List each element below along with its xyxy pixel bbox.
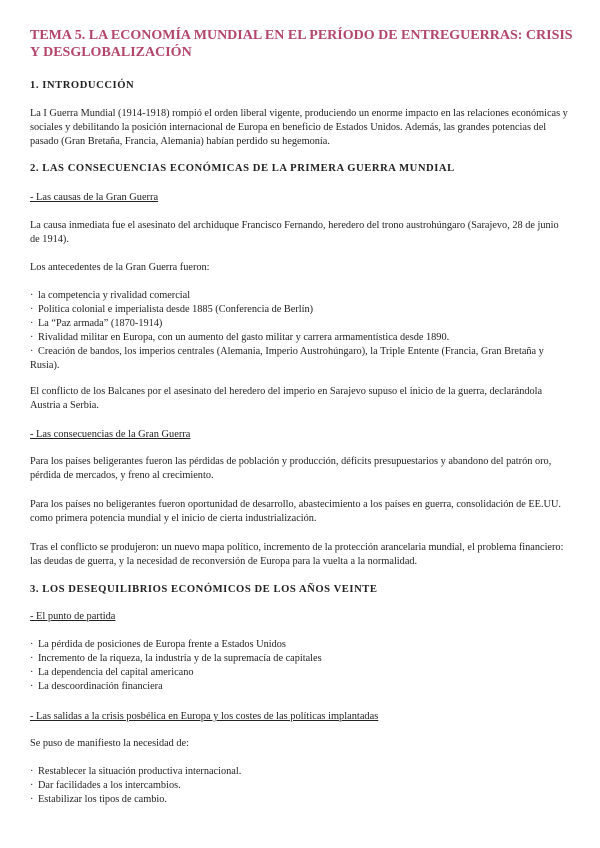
antecedentes-list <box>30 289 570 373</box>
tras-conflicto-paragraph: Tras el conflicto se produjeron: un nuevo mapa político, incremento de la protección arancelaria mundial, el problema financiero: las deudas de guerra, y la necesidad de reconversión de Europa para la vuelta a la normalidad. <box>30 542 564 567</box>
document-title: TEMA 5. LA ECONOMÍA MUNDIAL EN EL PERÍODO DE ENTREGUERRAS: CRISIS Y DESGLOBALIZACIÓN <box>30 28 573 60</box>
list-item: · La dependencia del capital americano <box>30 667 194 678</box>
list-item: · Política colonial e imperialista desde 1885 (Conferencia de Berlín) <box>30 304 314 315</box>
list-item: · La descoordinación financiera <box>30 681 163 692</box>
section-heading-introduccion: 1. INTRODUCCIÓN <box>30 80 135 91</box>
list-item: · Dar facilidades a los intercambios. <box>30 780 181 791</box>
section-heading-desequilibrios: 3. LOS DESEQUILIBRIOS ECONÓMICOS DE LOS AÑOS VEINTE <box>30 584 378 595</box>
antecedentes-intro: Los antecedentes de la Gran Guerra fueron: <box>30 262 210 273</box>
list-item: · Rivalidad militar en Europa, con un aumento del gasto militar y carrera armamentística desde 1890. <box>30 332 450 343</box>
list-item: · Restablecer la situación productiva internacional. <box>30 766 242 777</box>
list-item: · Incremento de la riqueza, la industria y de la supremacía de capitales <box>30 653 322 664</box>
list-item: · la competencia y rivalidad comercial <box>30 290 191 301</box>
subheading-salidas-crisis: - Las salidas a la crisis posbélica en Europa y los costes de las políticas implantadas <box>30 711 379 722</box>
subheading-consecuencias: - Las consecuencias de la Gran Guerra <box>30 429 191 440</box>
no-beligerantes-paragraph: Para los países no beligerantes fueron oportunidad de desarrollo, abastecimiento a los países en guerra, consolidación de EE.UU. como primera potencia mundial y el inicio de cierta industrialización. <box>30 499 561 524</box>
section-heading-consecuencias: 2. LAS CONSECUENCIAS ECONÓMICAS DE LA PRIMERA GUERRA MUNDIAL <box>30 163 455 174</box>
causas-paragraph: La causa inmediata fue el asesinato del archiduque Francisco Fernando, heredero del trono austrohúngaro (Sarajevo, 28 de junio de 1914). <box>30 220 559 245</box>
subheading-punto-de-partida: - El punto de partida <box>30 611 116 622</box>
intro-paragraph: La I Guerra Mundial (1914-1918) rompió el orden liberal vigente, produciendo un enorme impacto en las relaciones económicas y sociales y debilitando la posición internacional de Europa en beneficio de Estados Unidos. Además, las grandes potencias del pasado (Gran Bretaña, Francia, Alemania) habían perdido su hegemonía. <box>30 108 568 147</box>
list-item: · Creación de bandos, los imperios centrales (Alemania, Imperio Austrohúngaro), la Triple Entente (Francia, Gran Bretaña y Rusia). <box>30 346 544 371</box>
list-item: · La “Paz armada” (1870-1914) <box>30 318 163 329</box>
necesidad-intro: Se puso de manifiesto la necesidad de: <box>30 738 189 749</box>
balcanes-paragraph: El conflicto de los Balcanes por el asesinato del heredero del imperio en Sarajevo supuso el inicio de la guerra, declarándola Austria a Serbia. <box>30 386 543 411</box>
necesidad-list <box>30 765 570 807</box>
list-item: · La pérdida de posiciones de Europa frente a Estados Unidos <box>30 639 286 650</box>
punto-de-partida-list <box>30 638 570 694</box>
beligerantes-paragraph: Para los países beligerantes fueron las pérdidas de población y producción, déficits presupuestarios y abandono del patrón oro, pérdida de mercados, y freno al crecimiento. <box>30 456 552 481</box>
list-item: · Estabilizar los tipos de cambio. <box>30 794 167 805</box>
subheading-causas: - Las causas de la Gran Guerra <box>30 192 159 203</box>
